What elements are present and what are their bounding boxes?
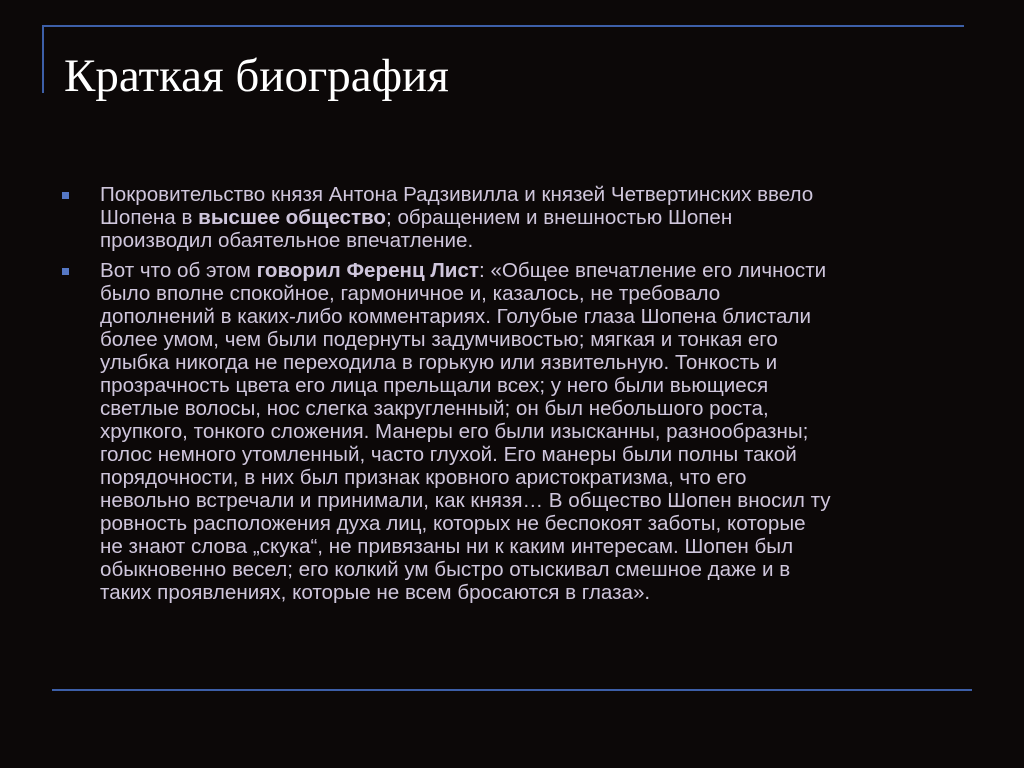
text-run: Шопена в	[100, 206, 199, 229]
text-run: производил обаятельное впечатление.	[100, 229, 474, 252]
bullet-line	[100, 183, 962, 206]
bullet-line	[100, 420, 962, 443]
text-run: не знают слова „скука“, не привязаны ни к каким интересам. Шопен был	[100, 535, 794, 558]
text-run: порядочности, в них был признак кровного аристократизма, что его	[100, 466, 747, 489]
bullet-line	[100, 374, 962, 397]
text-run: : «Общее впечатление его личности	[479, 259, 827, 282]
bullet-line	[100, 229, 962, 252]
bullet-line	[100, 328, 962, 351]
text-run: было вполне спокойное, гармоничное и, казалось, не требовало	[100, 282, 721, 305]
slide-body	[62, 183, 962, 611]
left-rule	[42, 25, 44, 93]
bold-text: высшее общество	[198, 206, 387, 229]
slide-title: Краткая биография	[64, 50, 449, 102]
text-run: дополнений в каких-либо комментариях. Голубые глаза Шопена блистали	[100, 305, 811, 328]
bullet-line	[100, 259, 962, 282]
square-bullet-icon	[62, 268, 69, 275]
bold-text: говорил Ференц Лист	[256, 259, 479, 282]
bullet-line	[100, 206, 962, 229]
text-run: невольно встречали и принимали, как князя… В общество Шопен вносил ту	[100, 489, 831, 512]
bullet-line	[100, 489, 962, 512]
bullet-line	[100, 305, 962, 328]
bullet-line	[100, 282, 962, 305]
bullet-line	[100, 512, 962, 535]
square-bullet-icon	[62, 192, 69, 199]
text-run: ровность расположения духа лиц, которых не беспокоят заботы, которые	[100, 512, 806, 535]
bullet-line	[100, 581, 962, 604]
text-run: прозрачность цвета его лица прельщали всех; у него были вьющиеся	[100, 374, 769, 397]
bullet-line	[100, 397, 962, 420]
text-run: хрупкого, тонкого сложения. Манеры его были изысканны, разнообразны;	[100, 420, 809, 443]
bullet-line	[100, 351, 962, 374]
bullet-line	[100, 535, 962, 558]
text-run: улыбка никогда не переходила в горькую или язвительную. Тонкость и	[100, 351, 778, 374]
text-run: таких проявлениях, которые не всем бросаются в глаза».	[100, 581, 651, 604]
text-run: обыкновенно весел; его колкий ум быстро отыскивал смешное даже и в	[100, 558, 791, 581]
bullet-line	[100, 466, 962, 489]
bottom-rule	[52, 689, 972, 691]
bullet-item	[62, 259, 962, 604]
text-run: светлые волосы, нос слегка закругленный; он был небольшого роста,	[100, 397, 769, 420]
text-run: Покровительство князя Антона Радзивилла и князей Четвертинских ввело	[100, 183, 814, 206]
text-run: голос немного утомленный, часто глухой. Его манеры были полны такой	[100, 443, 797, 466]
top-rule	[42, 25, 964, 27]
text-run: ; обращением и внешностью Шопен	[386, 206, 733, 229]
bullet-line	[100, 558, 962, 581]
text-run: более умом, чем были подернуты задумчивостью; мягкая и тонкая его	[100, 328, 778, 351]
text-run: Вот что об этом	[100, 259, 257, 282]
bullet-line	[100, 443, 962, 466]
bullet-item	[62, 183, 962, 252]
